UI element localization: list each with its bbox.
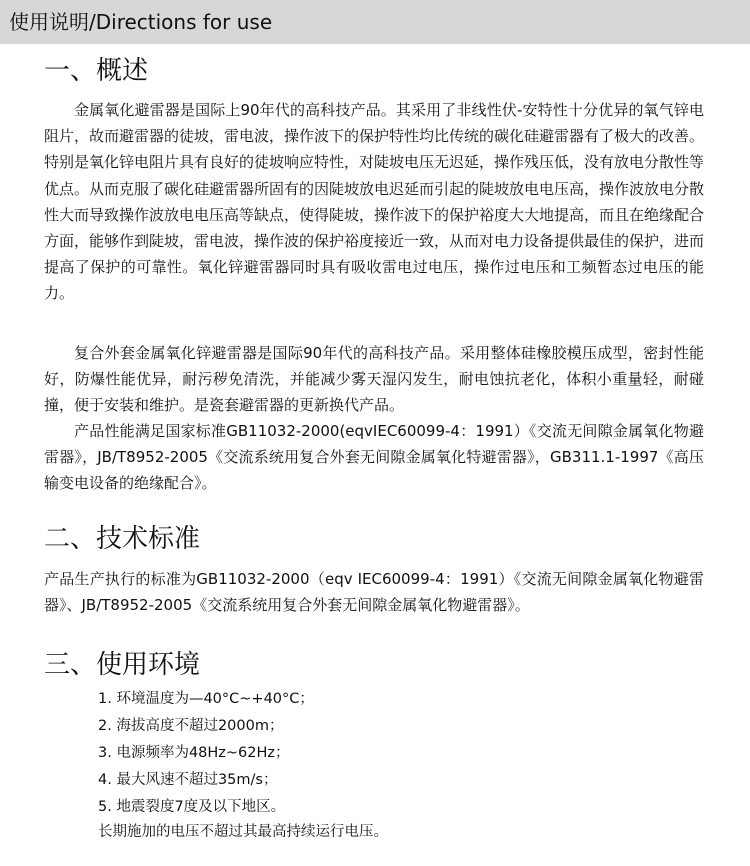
page-title: 使用说明/Directions for use <box>9 10 273 34</box>
list-item: 3. 电源频率为48Hz~62Hz； <box>98 745 290 761</box>
list-item: 2. 海拔高度不超过2000m； <box>98 718 284 734</box>
section-heading-environment: 三、使用环境 <box>44 650 201 680</box>
environment-list <box>98 686 314 821</box>
standards-paragraph: 产品生产执行的标准为GB11032-2000（eqv IEC60099-4：1991）《交流无间隙金属氧化物避雷器》、JB/T8952-2005《交流系统用复合外套无间隙金属氧化物避雷器》。 <box>44 570 704 615</box>
overview-paragraph-3: 产品性能满足国家标准GB11032-2000(eqvIEC60099-4：1991）《交流无间隙金属氧化物避雷器》，JB/T8952-2005《交流系统用复合外套无间隙金属氧化特避雷器》，GB311.1-1997《高压输变电设备的绝缘配合》。 <box>44 422 704 493</box>
overview-paragraph-1: 金属氧化避雷器是国际上90年代的高科技产品。其采用了非线性伏-安特性十分优异的氧气锌电阻片，故而避雷器的徒坡，雷电波，操作波下的保护特性均比传统的碳化硅避雷器有了极大的改善。特别是氧化锌电阻片具有良好的徒坡响应特性，对陡坡电压无迟延，操作残压低，没有放电分散性等优点。从而克服了碳化硅避雷器所固有的因陡坡放电迟延而引起的陡坡放电电压高，操作波放电分散性大而导致操作波放电电压高等缺点，使得陡坡，操作波下的保护裕度大大地提高，而且在绝缘配合方面，能够作到陡坡，雷电波，操作波的保护裕度接近一致，从而对电力设备提供最佳的保护，进而提高了保护的可靠性。氧化锌避雷器同时具有吸收雷电过电压，操作过电压和工频暂态过电压的能力。 <box>44 101 705 303</box>
section-heading-standards: 二、技术标准 <box>44 524 201 554</box>
overview-paragraph-2: 复合外套金属氧化锌避雷器是国际90年代的高科技产品。采用整体硅橡胶模压成型，密封性能好，防爆性能优异，耐污秽免清洗，并能减少雾天湿闪发生，耐电蚀抗老化，体积小重量轻，耐碰撞，便于安装和维护。是瓷套避雷器的更新换代产品。 <box>44 344 704 415</box>
list-item: 1. 环境温度为—40°C~+40°C； <box>98 691 314 707</box>
list-item: 4. 最大风速不超过35m/s； <box>98 772 278 788</box>
list-item: 5. 地震裂度7度及以下地区。 <box>98 799 286 815</box>
environment-note: 长期施加的电压不超过其最高持续运行电压。 <box>98 824 388 840</box>
header-bar <box>0 0 750 44</box>
section-heading-overview: 一、概述 <box>44 56 149 86</box>
